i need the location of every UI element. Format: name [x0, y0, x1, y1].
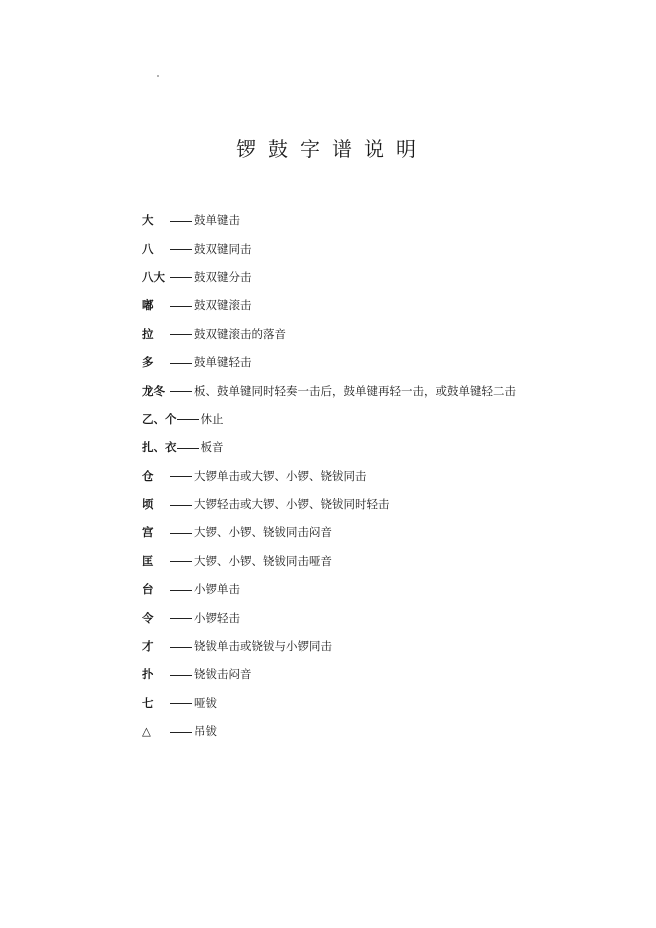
legend-entry — [142, 660, 642, 688]
dash-separator — [170, 590, 192, 591]
legend-entry — [142, 234, 642, 262]
legend-symbol: 宫 — [142, 525, 154, 540]
legend-symbol: 龙冬 — [142, 383, 165, 398]
dash-separator — [170, 675, 192, 676]
page-title: 锣鼓字谱说明 — [236, 137, 428, 161]
legend-symbol: 八大 — [142, 269, 165, 284]
legend-description: 鼓双键滚击的落音 — [194, 326, 286, 341]
legend-entry — [142, 575, 642, 603]
legend-entry — [142, 206, 642, 234]
legend-entry — [142, 490, 642, 518]
legend-entry — [142, 433, 642, 461]
legend-symbol: 匡 — [142, 553, 154, 568]
legend-symbol: 扎、衣 — [142, 440, 177, 455]
dash-separator — [170, 647, 192, 648]
legend-description: 鼓双键同击 — [194, 241, 252, 256]
dash-separator — [170, 277, 192, 278]
legend-symbol: 扑 — [142, 667, 154, 682]
legend-list — [142, 206, 642, 745]
legend-description: 休止 — [200, 411, 224, 426]
legend-description: 大锣、小锣、铙钹同击闷音 — [194, 525, 332, 540]
dash-separator — [170, 505, 192, 506]
legend-entry — [142, 263, 642, 291]
dash-separator — [177, 448, 199, 449]
legend-description: 哑钹 — [194, 695, 217, 710]
legend-description: 大锣轻击或大锣、小锣、铙钹同时轻击 — [194, 497, 390, 512]
legend-entry — [142, 603, 642, 631]
legend-description: 鼓单键轻击 — [194, 355, 252, 370]
legend-description: 小锣单击 — [194, 582, 240, 597]
legend-symbol: 乙、个 — [142, 411, 177, 426]
dash-separator — [170, 732, 192, 733]
dash-separator — [170, 391, 192, 392]
dash-separator — [170, 533, 192, 534]
legend-description: 大锣、小锣、铙钹同击哑音 — [194, 553, 332, 568]
dash-separator — [170, 306, 192, 307]
legend-symbol: 大 — [142, 213, 154, 228]
dash-separator — [170, 618, 192, 619]
dash-separator — [170, 334, 192, 335]
legend-symbol: 七 — [142, 695, 154, 710]
legend-symbol: 仓 — [142, 468, 154, 483]
legend-symbol: 顷 — [142, 497, 154, 512]
legend-entry — [142, 376, 642, 404]
dash-separator — [170, 249, 192, 250]
legend-entry — [142, 547, 642, 575]
legend-entry — [142, 462, 642, 490]
legend-symbol: 拉 — [142, 326, 154, 341]
dash-separator — [170, 561, 192, 562]
legend-description: 鼓单键击 — [194, 213, 240, 228]
legend-entry — [142, 689, 642, 717]
legend-description: 铙钹单击或铙钹与小锣同击 — [194, 639, 332, 654]
legend-description: 大锣单击或大锣、小锣、铙钹同击 — [194, 468, 367, 483]
legend-entry — [142, 405, 642, 433]
dash-separator — [170, 363, 192, 364]
legend-description: 板音 — [200, 440, 224, 455]
legend-symbol: 令 — [142, 610, 154, 625]
legend-symbol: 才 — [142, 639, 154, 654]
legend-description: 鼓双键滚击 — [194, 298, 252, 313]
legend-entry — [142, 348, 642, 376]
legend-symbol: 八 — [142, 241, 154, 256]
legend-entry — [142, 717, 642, 745]
scan-speck — [157, 75, 159, 77]
dash-separator — [170, 703, 192, 704]
dash-separator — [170, 476, 192, 477]
legend-description: 鼓双键分击 — [194, 269, 252, 284]
legend-entry — [142, 291, 642, 319]
legend-entry — [142, 632, 642, 660]
legend-symbol: △ — [142, 724, 151, 739]
legend-symbol: 台 — [142, 582, 154, 597]
dash-separator — [177, 419, 199, 420]
legend-entry — [142, 320, 642, 348]
legend-description: 板、鼓单键同时轻奏一击后，鼓单键再轻一击，或鼓单键轻二击 — [194, 383, 516, 398]
legend-symbol: 多 — [142, 355, 154, 370]
legend-symbol: 嘟 — [142, 298, 154, 313]
legend-entry — [142, 518, 642, 546]
legend-description: 吊钹 — [194, 724, 217, 739]
legend-description: 小锣轻击 — [194, 610, 240, 625]
legend-description: 铙钹击闷音 — [194, 667, 252, 682]
dash-separator — [170, 221, 192, 222]
